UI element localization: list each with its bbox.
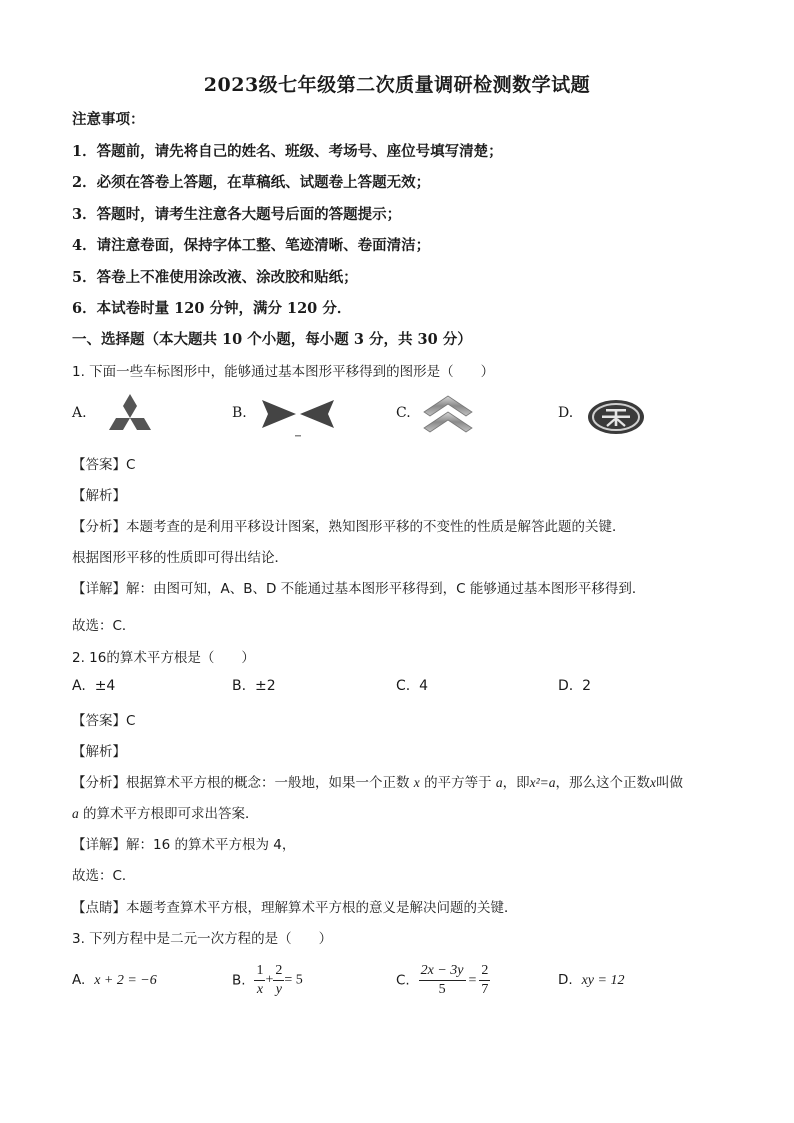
- q3-option-d: [558, 972, 624, 989]
- frac-numerator: 2x − 3y: [419, 962, 466, 981]
- answer-tag: 【答案】: [72, 713, 126, 729]
- q2-option-d: [558, 678, 591, 694]
- analysis-text: 本题考查的是利用平移设计图案，熟知图形平移的不变性的性质是解答此题的关键．: [126, 519, 626, 535]
- q2-detail: [72, 833, 295, 853]
- q3-option-a-label: A.: [72, 972, 86, 988]
- q1-detail: [72, 577, 645, 597]
- q2-option-d-value: 2: [582, 678, 592, 694]
- q3-option-a-expr: x + 2 = −6: [94, 973, 157, 988]
- q2-jiexi-tag: 【解析】: [72, 744, 126, 760]
- q2-option-a: [72, 678, 115, 694]
- notice-item-3: 3．答题时，请考生注意各大题号后面的答题提示；: [72, 206, 402, 223]
- analysis-text: ，那么这个正数: [555, 775, 651, 791]
- q3-option-c-label: C.: [396, 972, 410, 989]
- bow-tie-logo-icon: [258, 396, 338, 440]
- analysis-tag: 【分析】: [72, 775, 126, 791]
- question-2-stem: 2. 16的算术平方根是（ ）: [72, 650, 255, 666]
- q2-option-d-label: D.: [558, 678, 574, 694]
- analysis-text: 的算术平方根即可求出答案．: [83, 806, 259, 822]
- analysis-text: 的平方等于: [424, 775, 492, 791]
- q3-option-c-frac-1: [419, 962, 466, 999]
- q1-analysis: [72, 515, 626, 535]
- q2-option-a-value: ±4: [94, 678, 116, 694]
- detail-tag: 【详解】: [72, 837, 126, 853]
- notice-item-5: 5．答卷上不准使用涂改液、涂改胶和贴纸；: [72, 269, 358, 286]
- q2-option-b-label: B.: [232, 678, 247, 694]
- math-var-x: x: [650, 775, 657, 790]
- q3-option-a: [72, 972, 157, 989]
- analysis-text: ，即: [502, 775, 530, 791]
- q3-option-b: [232, 962, 303, 999]
- q2-option-c-label: C.: [396, 678, 411, 694]
- q3-option-d-label: D.: [558, 972, 573, 988]
- q1-jiexi-tag: 【解析】: [72, 488, 126, 504]
- frac-denominator: y: [275, 982, 282, 997]
- q1-option-a-label: A.: [72, 405, 87, 421]
- frac-denominator: x: [256, 982, 264, 997]
- notice-item-4: 4．请注意卷面，保持字体工整、笔迹清晰、卷面清洁；: [72, 237, 431, 254]
- q2-choose: 故选：C．: [72, 868, 136, 884]
- notice-item-2: 2．必须在答卷上答题，在草稿纸、试题卷上答题无效；: [72, 174, 431, 191]
- dianjing-text: 本题考查算术平方根，理解算术平方根的意义是解决问题的关键．: [126, 900, 518, 916]
- q2-option-c-value: 4: [419, 678, 429, 694]
- q3-option-c: [396, 962, 490, 999]
- frac-numerator: 1: [254, 962, 265, 981]
- q2-analysis: [72, 771, 683, 791]
- plus-sign: +: [265, 972, 274, 988]
- analysis-text: 叫做: [656, 775, 684, 791]
- q2-option-b-value: ±2: [254, 678, 276, 694]
- q2-analysis-line2: [72, 802, 259, 822]
- equals-expr: = 5: [284, 972, 303, 988]
- frac-denominator: 7: [481, 982, 489, 997]
- q3-option-b-label: B.: [232, 972, 246, 989]
- q1-choose: 故选：C．: [72, 618, 136, 634]
- page-title: 2023级七年级第二次质量调研检测数学试题: [203, 74, 591, 96]
- q3-option-b-frac-2: [273, 962, 284, 999]
- q2-option-b: [232, 678, 276, 694]
- frac-denominator: 5: [438, 982, 446, 997]
- q1-option-b-label: B.: [232, 405, 247, 421]
- frac-numerator: 2: [273, 962, 284, 981]
- frac-numerator: 2: [479, 962, 490, 981]
- section-heading-choice: 一、选择题（本大题共 10 个小题，每小题 3 分，共 30 分）: [72, 331, 472, 348]
- question-3-stem: 3. 下列方程中是二元一次方程的是（ ）: [72, 931, 333, 947]
- q1-answer: [72, 453, 135, 473]
- notice-item-1: 1．答题前，请先将自己的姓名、班级、考场号、座位号填写清楚；: [72, 143, 503, 160]
- analysis-tag: 【分析】: [72, 519, 126, 535]
- math-var-a: a: [72, 806, 79, 821]
- mitsubishi-logo-icon: [100, 392, 160, 442]
- q2-answer: [72, 709, 135, 729]
- detail-text: 解：16 的算术平方根为 4，: [126, 837, 296, 853]
- notice-item-6: 6．本试卷时量 120 分钟，满分 120 分．: [72, 300, 352, 317]
- analysis-text: 根据算术平方根的概念：一般地，如果一个正数: [126, 775, 410, 791]
- q2-option-c: [396, 678, 428, 694]
- q3-option-d-expr: xy = 12: [581, 973, 625, 988]
- q3-option-b-frac-1: [254, 962, 265, 999]
- q2-option-a-label: A.: [72, 678, 86, 694]
- math-equation: x²=a: [529, 775, 556, 790]
- answer-tag: 【答案】: [72, 457, 126, 473]
- math-var-a: a: [495, 775, 503, 790]
- question-1-stem: 1. 下面一些车标图形中，能够通过基本图形平移得到的图形是（ ）: [72, 364, 495, 380]
- detail-tag: 【详解】: [72, 581, 126, 597]
- equals-sign: =: [468, 972, 477, 988]
- answer-value: C: [126, 713, 136, 729]
- answer-value: C: [126, 457, 136, 473]
- citroen-chevrons-logo-icon: [420, 392, 476, 438]
- q1-option-d-label: D.: [558, 405, 574, 421]
- detail-text: 解：由图可知，A、B、D 不能通过基本图形平移得到，C 能够通过基本图形平移得到．: [126, 581, 646, 597]
- dianjing-tag: 【点睛】: [72, 900, 126, 916]
- notice-heading: 注意事项：: [72, 111, 145, 128]
- q3-option-c-frac-2: [479, 962, 490, 999]
- q2-dianjing: [72, 896, 518, 916]
- math-var-x: x: [413, 775, 420, 790]
- faw-logo-icon: [586, 398, 646, 436]
- q1-analysis-line2: 根据图形平移的性质即可得出结论．: [72, 550, 288, 566]
- q1-option-c-label: C.: [396, 405, 411, 421]
